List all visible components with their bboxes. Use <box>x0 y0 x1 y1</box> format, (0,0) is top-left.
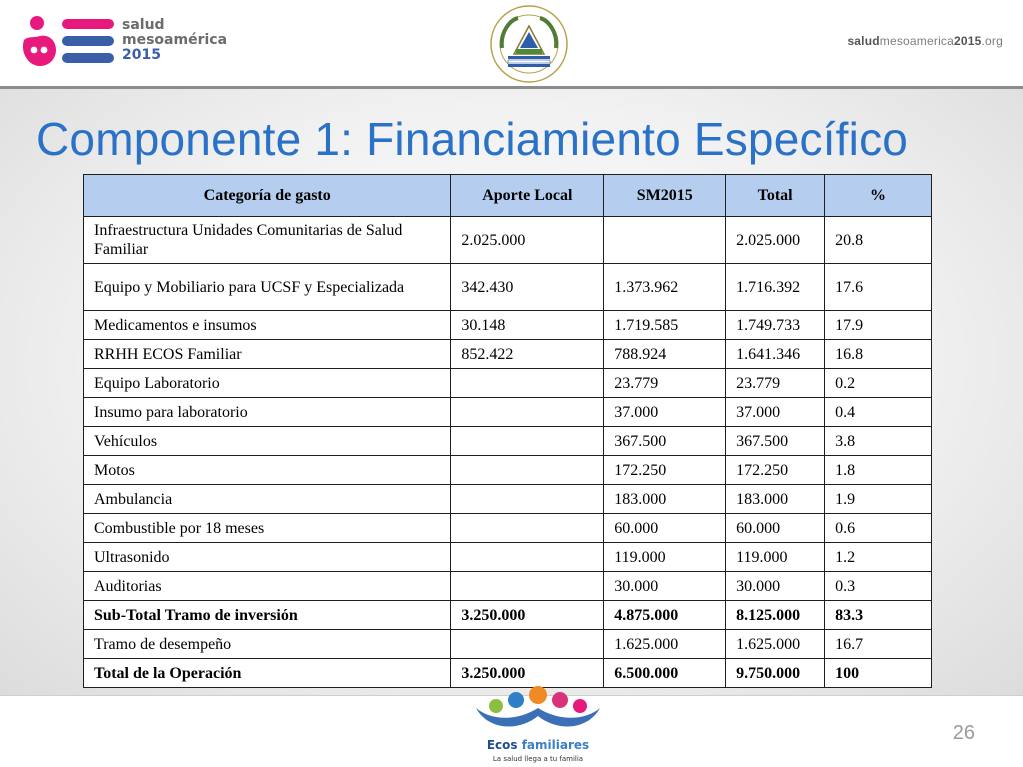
table-header-row <box>84 175 932 217</box>
cell-percent: 1.9 <box>825 485 932 514</box>
cell-total: 60.000 <box>726 514 825 543</box>
cell-total: 8.125.000 <box>726 601 825 630</box>
cell-aporte-local: 2.025.000 <box>451 217 604 264</box>
cell-total: 30.000 <box>726 572 825 601</box>
cell-percent: 1.2 <box>825 543 932 572</box>
cell-category: Infraestructura Unidades Comunitarias de Salud Familiar <box>84 217 451 264</box>
table-row <box>84 217 932 264</box>
cell-aporte-local: 852.422 <box>451 340 604 369</box>
ecos-name-part-1: Ecos <box>486 738 518 752</box>
table-row <box>84 264 932 311</box>
cell-sm2015: 4.875.000 <box>604 601 726 630</box>
cell-total: 23.779 <box>726 369 825 398</box>
header-categoria: Categoría de gasto <box>84 175 451 217</box>
table-row <box>84 543 932 572</box>
cell-sm2015: 183.000 <box>604 485 726 514</box>
ecos-name-part-2: familiares <box>521 738 590 752</box>
cell-percent: 0.6 <box>825 514 932 543</box>
cell-aporte-local <box>451 630 604 659</box>
cell-total: 1.716.392 <box>726 264 825 311</box>
cell-sm2015: 6.500.000 <box>604 659 726 688</box>
cell-total: 172.250 <box>726 456 825 485</box>
table-row <box>84 572 932 601</box>
cell-aporte-local: 342.430 <box>451 264 604 311</box>
cell-category: Tramo de desempeño <box>84 630 451 659</box>
cell-percent: 3.8 <box>825 427 932 456</box>
table-row <box>84 485 932 514</box>
cell-percent: 16.7 <box>825 630 932 659</box>
header-aporte-local: Aporte Local <box>451 175 604 217</box>
cell-percent: 0.4 <box>825 398 932 427</box>
cell-aporte-local <box>451 572 604 601</box>
cell-sm2015: 172.250 <box>604 456 726 485</box>
cell-total: 37.000 <box>726 398 825 427</box>
table-row <box>84 398 932 427</box>
url-part-1: salud <box>847 34 880 48</box>
table-row <box>84 514 932 543</box>
cell-sm2015 <box>604 217 726 264</box>
cell-total: 2.025.000 <box>726 217 825 264</box>
cell-aporte-local <box>451 427 604 456</box>
cell-aporte-local: 3.250.000 <box>451 659 604 688</box>
brand-line-3: 2015 <box>122 47 161 63</box>
table-row <box>84 630 932 659</box>
budget-table <box>83 174 932 688</box>
cell-aporte-local: 30.148 <box>451 311 604 340</box>
url-part-2: mesoamerica <box>879 34 955 48</box>
cell-total: 119.000 <box>726 543 825 572</box>
cell-percent: 1.8 <box>825 456 932 485</box>
cell-sm2015: 37.000 <box>604 398 726 427</box>
cell-sm2015: 1.719.585 <box>604 311 726 340</box>
ecos-familiares-name <box>466 738 610 752</box>
cell-percent: 17.9 <box>825 311 932 340</box>
slide-header <box>0 0 1023 86</box>
cell-category: Equipo y Mobiliario para UCSF y Especializada <box>84 264 451 311</box>
cell-aporte-local <box>451 514 604 543</box>
cell-sm2015: 119.000 <box>604 543 726 572</box>
cell-percent: 17.6 <box>825 264 932 311</box>
cell-category: Motos <box>84 456 451 485</box>
cell-total: 1.625.000 <box>726 630 825 659</box>
cell-sm2015: 1.373.962 <box>604 264 726 311</box>
cell-category: Sub-Total Tramo de inversión <box>84 601 451 630</box>
ecos-familiares-tagline: La salud llega a tu familia <box>492 755 584 763</box>
cell-category: Combustible por 18 meses <box>84 514 451 543</box>
cell-total: 1.641.346 <box>726 340 825 369</box>
salud-mesoamerica-emblem-icon <box>18 14 118 72</box>
salud-mesoamerica-wordmark <box>122 18 227 63</box>
cell-sm2015: 30.000 <box>604 572 726 601</box>
table-row-subtotal <box>84 601 932 630</box>
cell-category: Vehículos <box>84 427 451 456</box>
table-row <box>84 456 932 485</box>
cell-aporte-local <box>451 398 604 427</box>
cell-aporte-local <box>451 369 604 398</box>
cell-aporte-local <box>451 456 604 485</box>
cell-category: Insumo para laboratorio <box>84 398 451 427</box>
cell-category: Ultrasonido <box>84 543 451 572</box>
cell-aporte-local <box>451 485 604 514</box>
cell-percent: 20.8 <box>825 217 932 264</box>
cell-percent: 0.3 <box>825 572 932 601</box>
cell-total: 1.749.733 <box>726 311 825 340</box>
cell-total: 183.000 <box>726 485 825 514</box>
table-row-total <box>84 659 932 688</box>
table-row <box>84 340 932 369</box>
cell-total: 367.500 <box>726 427 825 456</box>
coat-of-arms-icon <box>478 2 580 86</box>
ecos-familiares-logo <box>470 686 606 736</box>
cell-aporte-local: 3.250.000 <box>451 601 604 630</box>
page-number: 26 <box>952 722 975 744</box>
el-salvador-coat-of-arms <box>478 2 580 86</box>
cell-percent: 0.2 <box>825 369 932 398</box>
salud-mesoamerica-logo <box>18 14 228 72</box>
cell-category: Ambulancia <box>84 485 451 514</box>
url-part-4: .org <box>981 34 1003 48</box>
header-sm2015: SM2015 <box>604 175 726 217</box>
brand-line-2: mesoamérica <box>122 32 228 48</box>
table-row <box>84 311 932 340</box>
slide-title: Componente 1: Financiamiento Específico <box>36 113 909 165</box>
cell-aporte-local <box>451 543 604 572</box>
cell-category: RRHH ECOS Familiar <box>84 340 451 369</box>
cell-category: Total de la Operación <box>84 659 451 688</box>
header-percent: % <box>825 175 932 217</box>
site-url <box>847 34 1003 48</box>
ecos-familiares-emblem-icon <box>470 686 606 736</box>
cell-category: Medicamentos e insumos <box>84 311 451 340</box>
cell-sm2015: 788.924 <box>604 340 726 369</box>
cell-percent: 83.3 <box>825 601 932 630</box>
header-total: Total <box>726 175 825 217</box>
table-row <box>84 369 932 398</box>
cell-sm2015: 367.500 <box>604 427 726 456</box>
cell-total: 9.750.000 <box>726 659 825 688</box>
cell-percent: 100 <box>825 659 932 688</box>
cell-percent: 16.8 <box>825 340 932 369</box>
brand-line-1: salud <box>122 17 165 33</box>
cell-sm2015: 23.779 <box>604 369 726 398</box>
table-row <box>84 427 932 456</box>
cell-category: Auditorias <box>84 572 451 601</box>
cell-sm2015: 1.625.000 <box>604 630 726 659</box>
cell-category: Equipo Laboratorio <box>84 369 451 398</box>
url-part-3: 2015 <box>954 34 982 48</box>
cell-sm2015: 60.000 <box>604 514 726 543</box>
